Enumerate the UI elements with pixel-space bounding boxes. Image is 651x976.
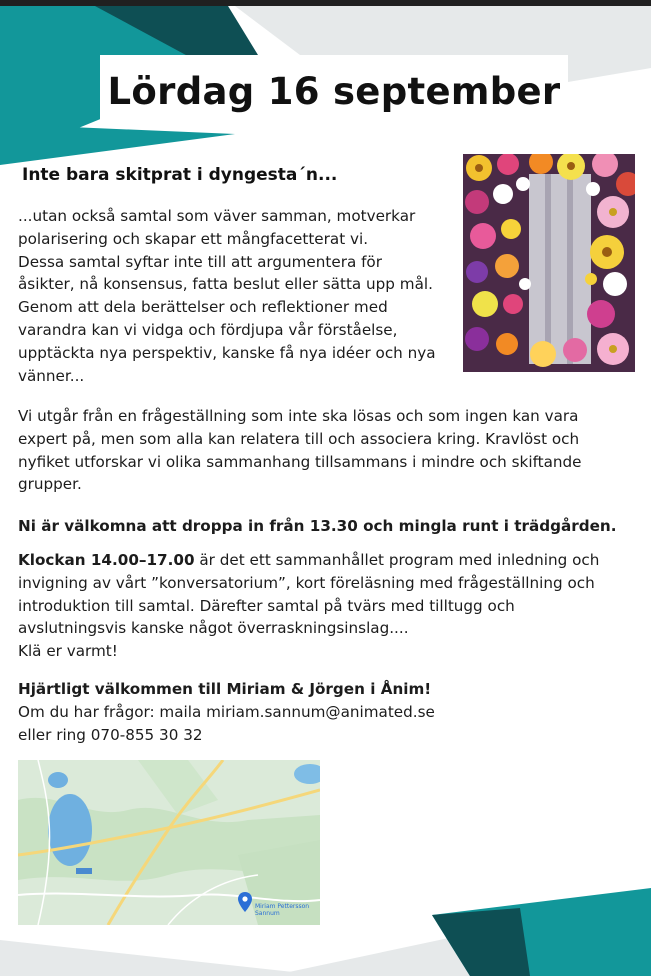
intro-line: polarisering och skapar ett mångfacetterat vi.	[18, 229, 369, 248]
location-map[interactable]	[18, 760, 320, 925]
program-line: introduktion till samtal. Därefter samtal på tvärs med tilltugg och	[18, 596, 515, 615]
map-image	[18, 760, 320, 925]
description-line: nyfiket utforskar vi olika sammanhang tillsammans i mindre och skiftande	[18, 452, 582, 471]
intro-line: Dessa samtal syftar inte till att argumentera för	[18, 252, 382, 271]
contact-section	[18, 678, 638, 746]
contact-phone: eller ring 070-855 30 32	[18, 725, 203, 744]
location-pin-icon[interactable]	[238, 892, 252, 916]
intro-line: Genom att dela berättelser och reflektioner med	[18, 298, 388, 317]
program-line: avslutningsvis kanske något överraskningsinslag....	[18, 619, 409, 638]
program-text: är det ett sammanhållet program med inledning och	[194, 551, 600, 569]
program-time: Klockan 14.00–17.00	[18, 551, 195, 569]
map-place-label: Miriam Pettersson Sannum	[255, 903, 310, 917]
title-banner	[100, 55, 568, 127]
intro-paragraph	[18, 205, 463, 387]
page-title: Lördag 16 september	[107, 69, 561, 113]
teal-shape-left	[0, 124, 235, 165]
welcome-line: Ni är välkomna att droppa in från 13.30 och mingla runt i trädgården.	[18, 517, 617, 535]
contact-heading: Hjärtligt välkommen till Miriam & Jörgen i Ånim!	[18, 680, 432, 698]
program-line: Klä er varmt!	[18, 642, 118, 661]
flower-photo	[463, 154, 635, 372]
intro-line: varandra kan vi vidga och fördjupa vår förståelse,	[18, 320, 398, 339]
description-line: Vi utgår från en frågeställning som inte ska lösas och som ingen kan vara	[18, 407, 579, 425]
flower-wreath-image	[463, 154, 635, 372]
program-line	[18, 549, 638, 572]
subtitle: Inte bara skitprat i dyngesta´n...	[22, 165, 338, 185]
intro-line: vänner...	[18, 366, 85, 385]
program-paragraph	[18, 549, 638, 663]
intro-line: ...utan också samtal som väver samman, motverkar	[18, 207, 416, 225]
description-paragraph	[18, 405, 638, 496]
gray-shape-bottomleft	[0, 940, 330, 976]
intro-line: upptäckta nya perspektiv, kanske få nya idéer och nya	[18, 343, 436, 362]
intro-line: åsikter, nå konsensus, fatta beslut eller sätta upp mål.	[18, 275, 433, 294]
contact-email: Om du har frågor: maila miriam.sannum@animated.se	[18, 702, 435, 721]
description-line: expert på, men som alla kan relatera till och associera kring. Kravlöst och	[18, 429, 580, 448]
program-line: invigning av vårt ”konversatorium”, kort föreläsning med frågeställning och	[18, 573, 595, 592]
description-line: grupper.	[18, 475, 82, 494]
